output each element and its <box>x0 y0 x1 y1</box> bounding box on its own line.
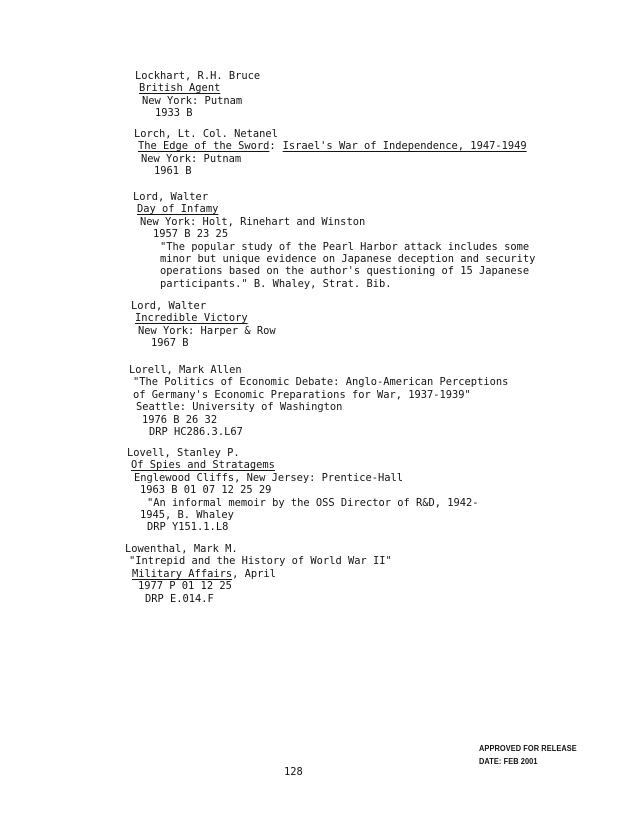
entry-subtitle: Israel's War of Independence, 1947-1949 <box>282 140 527 153</box>
entry-call-number: DRP E.014.F <box>145 592 214 605</box>
entry-author: Lovell, Stanley P. <box>127 447 240 459</box>
entry-year-code: 1977 P 01 12 25 <box>138 580 232 593</box>
release-stamp-line: APPROVED FOR RELEASE <box>479 743 577 753</box>
entry-title-line: "The Politics of Economic Debate: Anglo-American Perceptions <box>133 376 509 389</box>
entry-annotation-line: 1945, B. Whaley <box>140 509 234 522</box>
entry-title-separator: : <box>269 140 276 153</box>
entry-author: Lorch, Lt. Col. Netanel <box>134 128 278 140</box>
entry-journal-date: , April <box>232 567 276 580</box>
entry-call-number: DRP Y151.1.L8 <box>147 521 229 534</box>
bibliography-entry <box>129 364 508 438</box>
entry-author: Lockhart, R.H. Bruce <box>135 70 261 82</box>
bibliography-entry <box>127 447 479 534</box>
entry-publisher: New York: Harper & Row <box>138 324 276 337</box>
entry-year-code: 1961 B <box>154 165 192 178</box>
bibliography-entry <box>131 300 276 350</box>
entry-author: Lord, Walter <box>133 191 209 203</box>
entry-title: Of Spies and Stratagems <box>131 459 275 472</box>
entry-title: The Edge of the Sword <box>138 140 270 153</box>
entry-title: "Intrepid and the History of World War II" <box>129 555 392 568</box>
entry-title: British Agent <box>139 82 221 95</box>
bibliography-entry <box>125 543 392 605</box>
entry-publisher: Englewood Cliffs, New Jersey: Prentice-Hall <box>134 471 403 484</box>
page-number: 128 <box>284 766 303 778</box>
entry-title: Day of Infamy <box>137 203 219 216</box>
entry-title: Incredible Victory <box>135 312 248 325</box>
entry-publisher: New York: Putnam <box>142 94 243 107</box>
entry-publisher: New York: Holt, Rinehart and Winston <box>140 215 366 228</box>
entry-annotation-line: minor but unique evidence on Japanese deception and security <box>160 253 536 266</box>
entry-title-line: of Germany's Economic Preparations for War, 1937-1939" <box>133 388 471 401</box>
entry-publisher: Seattle: University of Washington <box>136 401 343 414</box>
entry-annotation-line: "An informal memoir by the OSS Director of R&D, 1942- <box>147 496 479 509</box>
entry-annotation-line: participants." B. Whaley, Strat. Bib. <box>160 277 392 290</box>
entry-annotation-line: operations based on the author's questioning of 15 Japanese <box>160 265 530 278</box>
entry-call-number: DRP HC286.3.L67 <box>149 426 243 439</box>
release-stamp <box>479 742 577 768</box>
entry-journal: Military Affairs <box>132 567 233 580</box>
entry-publisher: New York: Putnam <box>141 152 242 165</box>
bibliography-entry <box>134 128 527 178</box>
entry-author: Lowenthal, Mark M. <box>125 543 238 555</box>
entry-year-code: 1933 B <box>155 107 193 120</box>
bibliography-entry <box>135 70 260 120</box>
entry-author: Lord, Walter <box>131 300 207 312</box>
entry-author: Lorell, Mark Allen <box>129 364 242 376</box>
entry-year-code: 1976 B 26 32 <box>142 413 218 426</box>
entry-annotation-line: "The popular study of the Pearl Harbor attack includes some <box>160 240 530 253</box>
entry-year-code: 1963 B 01 07 12 25 29 <box>140 484 272 497</box>
bibliography-entry <box>133 191 535 290</box>
entry-year-code: 1957 B 23 25 <box>153 228 229 241</box>
entry-year-code: 1967 B <box>151 337 189 350</box>
release-stamp-date: DATE: FEB 2001 <box>479 756 538 766</box>
